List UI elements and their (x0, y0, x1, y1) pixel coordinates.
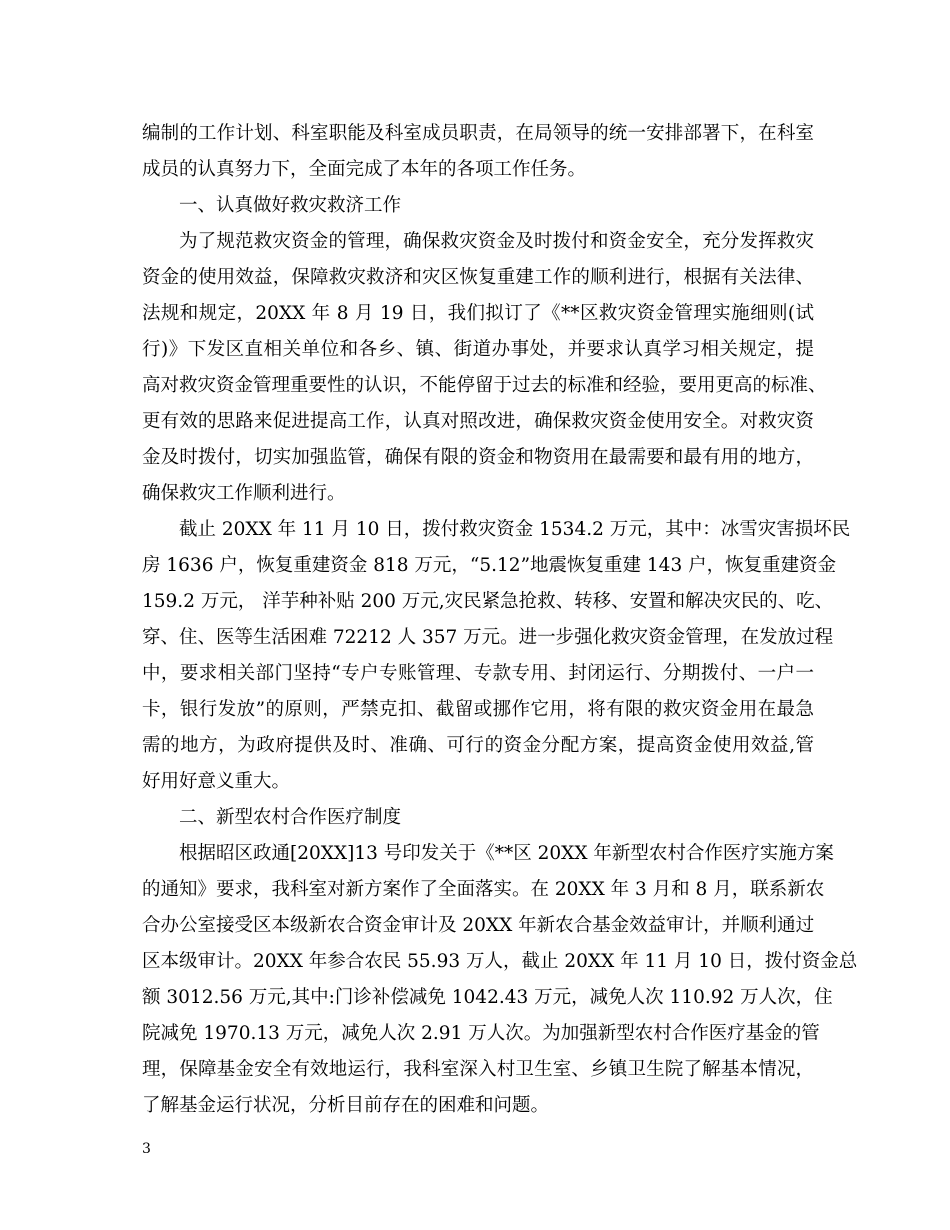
text-line: 金及时拨付，切实加强监管，确保有限的资金和物资用在最需要和最有用的地方， (142, 447, 814, 468)
text-line: 的通知》要求，我科室对新方案作了全面落实。在 20XX 年 3 月和 8 月，联系新农 (142, 879, 825, 900)
text-line: 成员的认真努力下，全面完成了本年的各项工作任务。 (142, 159, 587, 180)
document-body (142, 116, 858, 1124)
text-line: 理，保障基金安全有效地运行，我科室深入村卫生室、乡镇卫生院了解基本情况， (142, 1059, 814, 1080)
text-line: 一、认真做好救灾救济工作 (179, 195, 402, 216)
text-line: 额 3012.56 万元,其中:门诊补偿减免 1042.43 万元，减免人次 110.92 万人次，住 (142, 987, 833, 1008)
paragraph (142, 116, 814, 188)
text-line: 区本级审计。20XX 年参合农民 55.93 万人，截止 20XX 年 11 月 10 日，拨付资金总 (142, 951, 858, 972)
text-line: 合办公室接受区本级新农合资金审计及 20XX 年新农合基金效益审计，并顺利通过 (142, 915, 815, 936)
text-line: 好用好意义重大。 (142, 771, 291, 792)
text-line: 根据昭区政通[20XX]13 号印发关于《**区 20XX 年新型农村合作医疗实施方案 (179, 843, 834, 864)
text-line: 穿、住、医等生活困难 72212 人 357 万元。进一步强化救灾资金管理，在发放过程 (142, 627, 834, 648)
text-line: 高对救灾资金管理重要性的认识，不能停留于过去的标准和经验，要用更高的标准、 (142, 375, 827, 396)
text-line: 房 1636 户，恢复重建资金 818 万元，“5.12”地震恢复重建 143 户，恢复重建资金 (142, 555, 837, 576)
text-line: 为了规范救灾资金的管理，确保救灾资金及时拨付和资金安全，充分发挥救灾 (179, 231, 814, 252)
text-line: 法规和规定，20XX 年 8 月 19 日，我们拟订了《**区救灾资金管理实施细则(试 (142, 303, 814, 324)
text-line: 需的地方，为政府提供及时、准确、可行的资金分配方案，提高资金使用效益,管 (142, 735, 814, 756)
text-line: 确保救灾工作顺利进行。 (142, 483, 346, 504)
text-line: 截止 20XX 年 11 月 10 日，拨付救灾资金 1534.2 万元，其中：冰雪灾害损坏民 (179, 519, 851, 540)
section-heading (142, 800, 814, 836)
text-line: 了解基金运行状况，分析目前存在的困难和问题。 (142, 1095, 550, 1116)
text-line: 编制的工作计划、科室职能及科室成员职责，在局领导的统一安排部署下，在科室 (142, 123, 814, 144)
text-line: 更有效的思路来促进提高工作，认真对照改进，确保救灾资金使用安全。对救灾资 (142, 411, 814, 432)
text-line: 院减免 1970.13 万元，减免人次 2.91 万人次。为加强新型农村合作医疗基金的管 (142, 1023, 820, 1044)
text-line: 中，要求相关部门坚持“专户专账管理、专款专用、封闭运行、分期拨付、一户一 (142, 663, 814, 684)
text-line: 卡，银行发放”的原则，严禁克扣、截留或挪作它用，将有限的救灾资金用在最急 (142, 699, 814, 720)
text-line: 行)》下发区直相关单位和各乡、镇、街道办事处，并要求认真学习相关规定，提 (142, 339, 814, 360)
paragraph (142, 836, 858, 1124)
page-number: 3 (142, 1141, 151, 1157)
text-line: 159.2 万元， 洋芋种补贴 200 万元,灾民紧急抢救、转移、安置和解决灾民的、吃、 (142, 591, 834, 612)
paragraph (142, 512, 851, 800)
paragraph (142, 224, 827, 512)
text-line: 资金的使用效益，保障救灾救济和灾区恢复重建工作的顺利进行，根据有关法律、 (142, 267, 814, 288)
section-heading (142, 188, 814, 224)
text-line: 二、新型农村合作医疗制度 (179, 807, 402, 828)
